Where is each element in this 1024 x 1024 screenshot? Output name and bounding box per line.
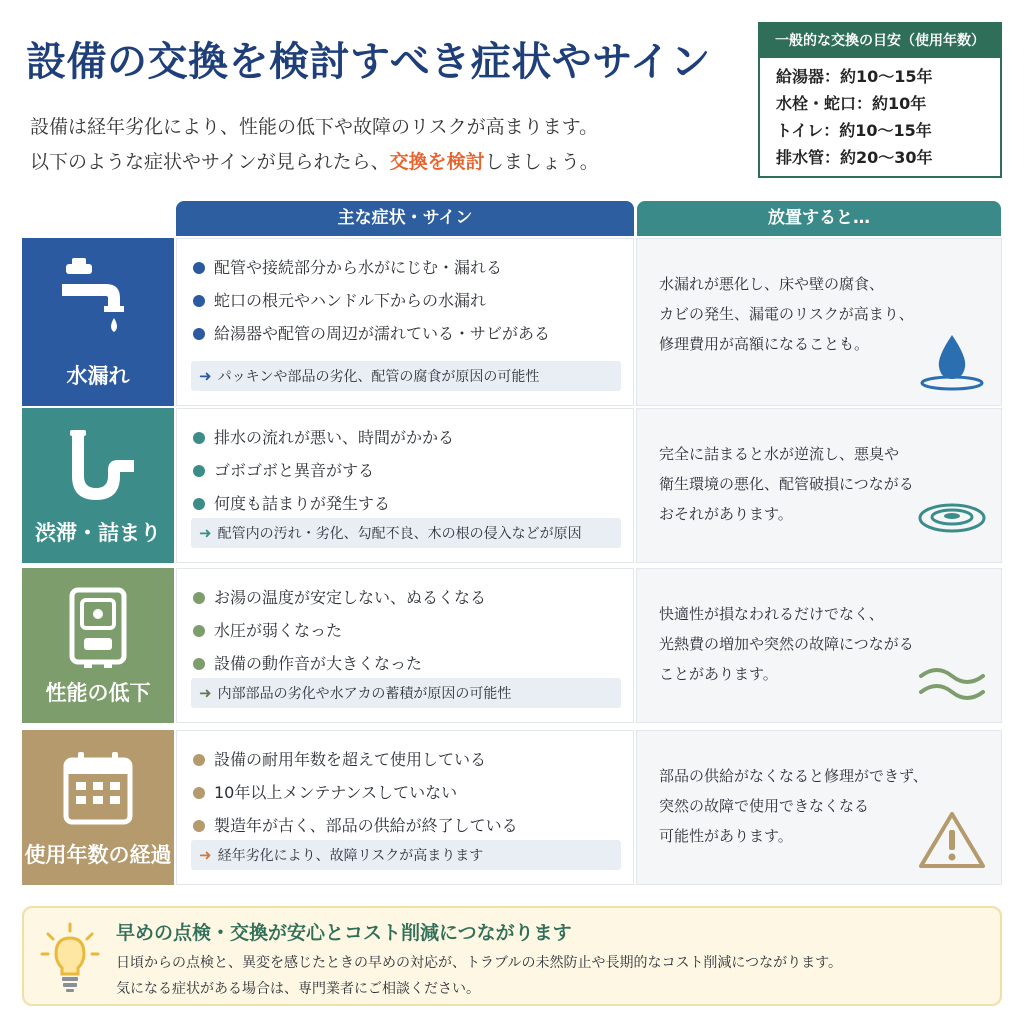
replacement-guide-box xyxy=(758,22,1002,178)
list-item xyxy=(193,778,633,811)
row-performance-drop xyxy=(22,568,1002,723)
cause-note xyxy=(191,678,621,708)
intro-line-2-after: しましょう。 xyxy=(484,151,599,173)
guide-row-drain-pipe: 排水管：約20〜30年 xyxy=(776,148,933,167)
result-cell xyxy=(636,568,1002,723)
bullet-icon xyxy=(193,465,205,477)
cause-note-text: 配管内の汚れ・劣化、勾配不良、木の根の侵入などが原因 xyxy=(217,526,582,542)
cause-note-text: パッキンや部品の劣化、配管の腐食が原因の可能性 xyxy=(217,369,540,385)
symptom-text: 10年以上メンテナンスしていない xyxy=(214,783,458,802)
category-label: 性能の低下 xyxy=(45,681,151,705)
bullet-icon xyxy=(193,328,205,340)
intro-text xyxy=(30,110,599,180)
result-line: 可能性があります。 xyxy=(659,827,793,845)
tip-title: 早めの点検・交換が安心とコスト削減につながります xyxy=(116,922,572,944)
bullet-icon xyxy=(193,498,205,510)
page-title: 設備の交換を検討すべき症状やサイン xyxy=(26,39,711,85)
result-line: 快適性が損なわれるだけでなく、 xyxy=(659,605,884,623)
tip-line-1: 日頃からの点検と、異変を感じたときの早めの対応が、トラブルの未然防止や長期的なコスト削減につながります。 xyxy=(116,955,843,971)
symptom-list xyxy=(177,569,633,682)
symptom-text: 設備の動作音が大きくなった xyxy=(214,654,423,673)
symptom-text: 排水の流れが悪い、時間がかかる xyxy=(214,428,455,447)
arrow-right-icon: ➜ xyxy=(199,367,212,385)
symptom-text: 蛇口の根元やハンドル下からの水漏れ xyxy=(214,291,487,310)
result-line: 水漏れが悪化し、床や壁の腐食、 xyxy=(659,275,885,293)
category-cell xyxy=(22,730,174,885)
row-water-leak xyxy=(22,238,1002,406)
symptom-text: 何度も詰まりが発生する xyxy=(214,494,391,513)
lightbulb-icon xyxy=(40,922,100,994)
result-cell xyxy=(636,408,1002,563)
result-text xyxy=(659,439,914,529)
cause-note-text: 内部部品の劣化や水アカの蓄積が原因の可能性 xyxy=(217,686,512,702)
symptom-text: 製造年が古く、部品の供給が終了している xyxy=(214,816,518,835)
bullet-icon xyxy=(193,754,205,766)
arrow-right-icon: ➜ xyxy=(199,684,212,702)
symptom-text: お湯の温度が安定しない、ぬるくなる xyxy=(214,588,487,607)
list-item xyxy=(193,456,633,489)
result-line: おそれがあります。 xyxy=(659,505,793,523)
result-line: 突然の故障で使用できなくなる xyxy=(659,797,870,815)
result-text xyxy=(659,599,914,689)
guide-row-faucet: 水栓・蛇口：約10年 xyxy=(776,94,927,113)
result-cell xyxy=(636,730,1002,885)
drain-trap-icon xyxy=(58,426,138,510)
symptom-text: 配管や接続部分から水がにじむ・漏れる xyxy=(214,258,503,277)
bullet-icon xyxy=(193,820,205,832)
intro-line-1: 設備は経年劣化により、性能の低下や故障のリスクが高まります。 xyxy=(30,116,599,138)
row-clog xyxy=(22,408,1002,563)
category-label: 渋滞・詰まり xyxy=(35,521,161,545)
list-item xyxy=(193,423,633,456)
bullet-icon xyxy=(193,787,205,799)
result-line: 修理費用が高額になることも。 xyxy=(659,335,870,353)
symptom-list xyxy=(177,409,633,522)
list-item xyxy=(193,745,633,778)
result-line: 衛生環境の悪化、配管破損につながる xyxy=(659,475,914,493)
guide-list xyxy=(760,58,1000,171)
list-item xyxy=(193,253,633,286)
waves-icon xyxy=(917,648,987,708)
bullet-icon xyxy=(193,592,205,604)
result-line: ことがあります。 xyxy=(659,665,778,683)
cause-note-text: 経年劣化により、故障リスクが高まります xyxy=(217,848,484,864)
list-item xyxy=(193,319,633,352)
result-text xyxy=(659,761,928,851)
list-item xyxy=(193,286,633,319)
tip-line-2: 気になる症状がある場合は、専門業者にご相談ください。 xyxy=(116,981,480,997)
water-heater-icon xyxy=(58,586,138,670)
symptom-cell xyxy=(176,408,634,563)
list-item xyxy=(193,583,633,616)
column-header-symptoms: 主な症状・サイン xyxy=(176,201,634,236)
row-age xyxy=(22,730,1002,885)
guide-row-water-heater: 給湯器：約10〜15年 xyxy=(776,67,933,86)
whirlpool-icon xyxy=(917,488,987,548)
result-line: 光熱費の増加や突然の故障につながる xyxy=(659,635,914,653)
symptom-text: ゴボゴボと異音がする xyxy=(214,461,375,480)
symptom-cell xyxy=(176,238,634,406)
arrow-right-icon: ➜ xyxy=(199,524,212,542)
cause-note xyxy=(191,840,621,870)
category-label: 使用年数の経過 xyxy=(24,843,172,867)
symptom-cell xyxy=(176,730,634,885)
result-line: 完全に詰まると水が逆流し、悪臭や xyxy=(659,445,900,463)
guide-header: 一般的な交換の目安（使用年数） xyxy=(760,24,1000,58)
category-label: 水漏れ xyxy=(66,364,130,388)
cause-note xyxy=(191,518,621,548)
intro-line-2 xyxy=(30,145,599,180)
list-item xyxy=(193,616,633,649)
intro-line-2-before: 以下のような症状やサインが見られたら、 xyxy=(30,151,390,173)
bullet-icon xyxy=(193,295,205,307)
result-line: カビの発生、漏電のリスクが高まり、 xyxy=(659,305,914,323)
column-header-result: 放置すると… xyxy=(637,201,1001,236)
arrow-right-icon: ➜ xyxy=(199,846,212,864)
category-cell xyxy=(22,238,174,406)
symptom-cell xyxy=(176,568,634,723)
tip-box xyxy=(22,906,1002,1006)
calendar-icon xyxy=(58,748,138,832)
symptom-list xyxy=(177,731,633,844)
guide-row-toilet: トイレ：約10〜15年 xyxy=(776,121,932,140)
intro-emphasis: 交換を検討 xyxy=(389,151,485,173)
bullet-icon xyxy=(193,625,205,637)
bullet-icon xyxy=(193,262,205,274)
result-text xyxy=(659,269,914,359)
symptom-text: 設備の耐用年数を超えて使用している xyxy=(214,750,487,769)
result-line: 部品の供給がなくなると修理ができず、 xyxy=(659,767,928,785)
result-cell xyxy=(636,238,1002,406)
bullet-icon xyxy=(193,658,205,670)
category-cell xyxy=(22,408,174,563)
warning-icon xyxy=(917,810,987,870)
category-cell xyxy=(22,568,174,723)
cause-note xyxy=(191,361,621,391)
water-drop-icon xyxy=(917,331,987,391)
symptom-text: 給湯器や配管の周辺が濡れている・サビがある xyxy=(214,324,551,343)
symptom-text: 水圧が弱くなった xyxy=(214,621,343,640)
bullet-icon xyxy=(193,432,205,444)
faucet-drip-icon xyxy=(58,256,138,340)
symptom-list xyxy=(177,239,633,352)
